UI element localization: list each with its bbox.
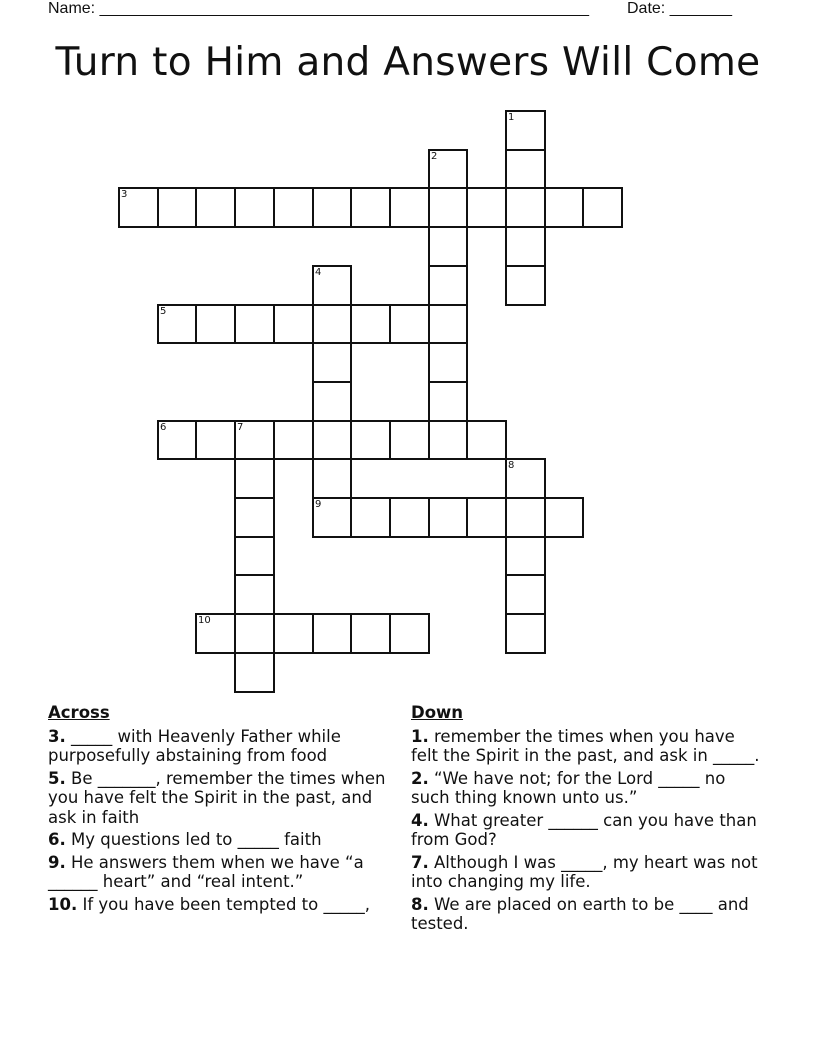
clue-number: 9.: [48, 852, 66, 872]
clue-number-label: 9: [315, 499, 322, 510]
grid-cell[interactable]: [505, 187, 546, 228]
grid-cell[interactable]: [428, 304, 468, 344]
clue-text: If you have been tempted to _____,: [77, 894, 370, 914]
across-clue: [48, 895, 393, 915]
across-clue: [48, 853, 393, 892]
clue-number-label: 1: [508, 112, 515, 123]
grid-cell[interactable]: [312, 381, 352, 422]
clue-number: 6.: [48, 830, 66, 849]
grid-cell[interactable]: [157, 187, 197, 228]
grid-cell[interactable]: [428, 265, 468, 306]
grid-cell[interactable]: [582, 187, 623, 228]
clue-number-label: 5: [160, 306, 167, 317]
clue-text: remember the times when you have felt the Spirit in the past, and ask in _____.: [411, 726, 760, 765]
grid-cell[interactable]: [350, 420, 391, 460]
down-clue: [411, 727, 766, 766]
grid-cell[interactable]: [273, 420, 314, 460]
grid-cell[interactable]: [234, 304, 275, 344]
grid-cell[interactable]: [428, 226, 468, 267]
grid-cell[interactable]: [273, 187, 314, 228]
clue-number: 4.: [411, 810, 429, 830]
grid-cell[interactable]: [234, 497, 275, 538]
clue-text: Although I was _____, my heart was not into changing my life.: [411, 852, 758, 891]
grid-cell[interactable]: [312, 342, 352, 383]
clue-number: 7.: [411, 852, 429, 872]
down-clue: [411, 811, 766, 850]
grid-cell[interactable]: [312, 458, 352, 499]
clue-number: 5.: [48, 768, 66, 788]
clue-text: What greater ______ can you have than from God?: [411, 810, 757, 849]
grid-cell[interactable]: [428, 497, 468, 538]
grid-cell[interactable]: [544, 497, 584, 538]
down-clue: [411, 895, 766, 934]
down-clue: [411, 769, 766, 808]
clue-text: We are placed on earth to be ____ and tested.: [411, 894, 749, 933]
grid-cell[interactable]: [389, 497, 430, 538]
grid-cell[interactable]: [505, 226, 546, 267]
across-clue: [48, 769, 393, 828]
grid-cell[interactable]: [350, 304, 391, 344]
grid-cell[interactable]: [466, 497, 507, 538]
clue-text: Be _______, remember the times when you have felt the Spirit in the past, and ask in faith: [48, 768, 386, 827]
down-clues: [411, 703, 766, 937]
across-heading: Across: [48, 703, 110, 722]
grid-cell[interactable]: [234, 613, 275, 654]
grid-cell[interactable]: [350, 187, 391, 228]
clue-number: 1.: [411, 726, 429, 746]
grid-cell[interactable]: [234, 458, 275, 499]
grid-cell[interactable]: [350, 497, 391, 538]
clue-text: “We have not; for the Lord _____ no such thing known unto us.”: [411, 768, 726, 807]
grid-cell[interactable]: [350, 613, 391, 654]
down-heading: Down: [411, 703, 464, 722]
grid-cell[interactable]: [428, 342, 468, 383]
clue-number: 10.: [48, 894, 78, 914]
clue-text: My questions led to _____ faith: [65, 830, 322, 849]
grid-cell[interactable]: [312, 187, 352, 228]
clue-text: _____ with Heavenly Father while purposefully abstaining from food: [48, 726, 341, 765]
across-clues: [48, 703, 393, 917]
clue-number: 2.: [411, 768, 429, 788]
grid-cell[interactable]: [505, 536, 546, 576]
grid-cell[interactable]: [428, 420, 468, 460]
grid-cell[interactable]: [389, 304, 430, 344]
grid-cell[interactable]: [505, 265, 546, 306]
clue-number-label: 6: [160, 422, 167, 433]
grid-cell[interactable]: [195, 420, 236, 460]
across-clue: [48, 727, 393, 766]
grid-cell[interactable]: [544, 187, 584, 228]
down-clue: [411, 853, 766, 892]
grid-cell[interactable]: [389, 187, 430, 228]
grid-cell[interactable]: [505, 149, 546, 189]
clue-number-label: 10: [198, 615, 211, 626]
grid-cell[interactable]: [428, 381, 468, 422]
grid-cell[interactable]: [389, 420, 430, 460]
clue-number-label: 8: [508, 460, 515, 471]
grid-cell[interactable]: [195, 187, 236, 228]
grid-cell[interactable]: [234, 574, 275, 615]
grid-cell[interactable]: [312, 304, 352, 344]
clue-number-label: 2: [431, 151, 438, 162]
name-field-label: Name: _______________________________________________________: [48, 0, 589, 17]
grid-cell[interactable]: [466, 187, 507, 228]
grid-cell[interactable]: [234, 652, 275, 693]
clue-number-label: 3: [121, 189, 128, 200]
grid-cell[interactable]: [466, 420, 507, 460]
clue-number-label: 4: [315, 267, 322, 278]
clue-number: 8.: [411, 894, 429, 914]
grid-cell[interactable]: [273, 613, 314, 654]
grid-cell[interactable]: [312, 613, 352, 654]
clue-number: 3.: [48, 726, 66, 746]
grid-cell[interactable]: [312, 420, 352, 460]
clue-number-label: 7: [237, 422, 244, 433]
across-clue: [48, 830, 393, 850]
clue-text: He answers them when we have “a ______ heart” and “real intent.”: [48, 852, 364, 891]
puzzle-title: Turn to Him and Answers Will Come: [55, 40, 761, 85]
date-field-label: Date: _______: [627, 0, 732, 17]
grid-cell[interactable]: [505, 613, 546, 654]
grid-cell[interactable]: [273, 304, 314, 344]
grid-cell[interactable]: [234, 187, 275, 228]
grid-cell[interactable]: [195, 304, 236, 344]
grid-cell[interactable]: [505, 574, 546, 615]
grid-cell[interactable]: [428, 187, 468, 228]
grid-cell[interactable]: [234, 536, 275, 576]
grid-cell[interactable]: [389, 613, 430, 654]
grid-cell[interactable]: [505, 497, 546, 538]
